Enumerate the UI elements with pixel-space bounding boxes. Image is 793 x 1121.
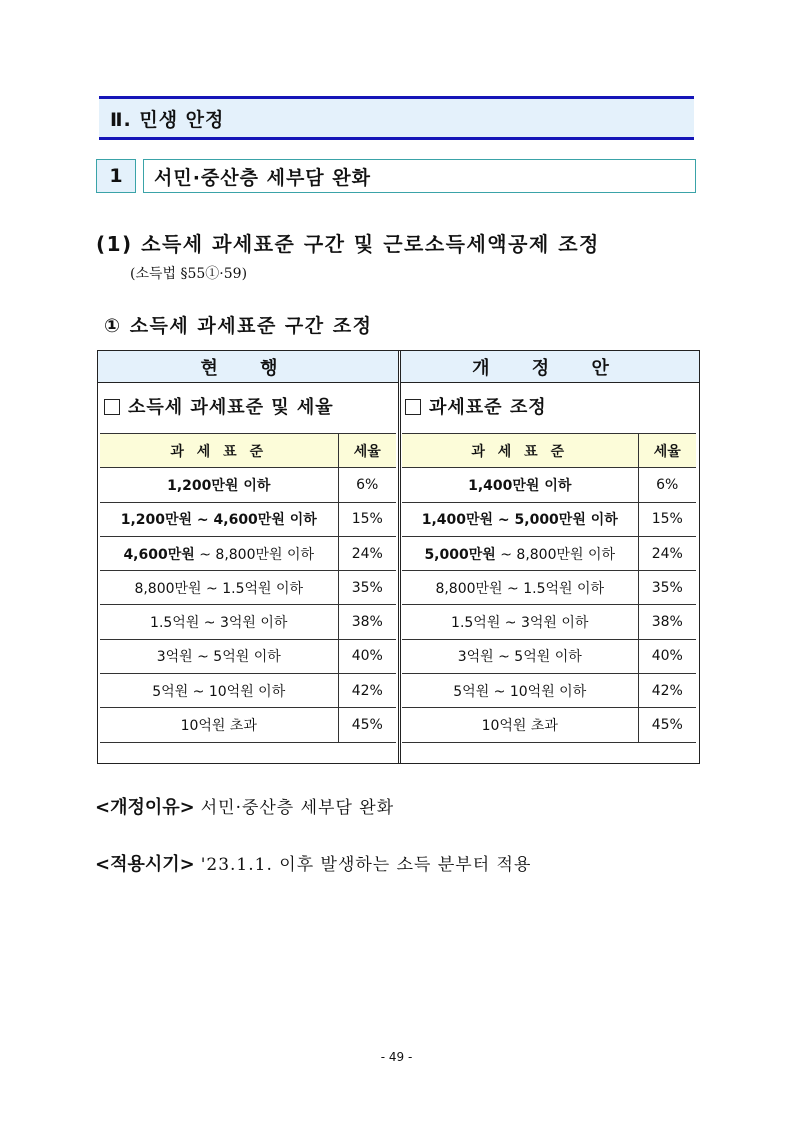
- table-row: [402, 605, 696, 639]
- item-title: (1) 소득세 과세표준 구간 및 근로소득세액공제 조정: [96, 232, 600, 256]
- bracket-bold-part: 5,000만원: [424, 546, 496, 563]
- sub-title: ① 소득세 과세표준 구간 조정: [104, 315, 373, 337]
- reason-text: 서민·중산층 세부담 완화: [200, 798, 395, 818]
- rate-cell: 40%: [638, 639, 696, 673]
- table-row: [100, 468, 396, 502]
- bracket-bold-part: 4,600만원: [123, 546, 195, 563]
- rate-cell: 35%: [638, 571, 696, 605]
- table-row: [402, 639, 696, 673]
- rate-cell: 15%: [338, 502, 396, 536]
- rate-column-header: 세율: [338, 434, 396, 468]
- bracket-cell: 10억원 초과: [100, 708, 338, 742]
- table-row: [402, 502, 696, 536]
- bracket-cell: 10억원 초과: [402, 708, 638, 742]
- bracket-cell: 5억원 ~ 10억원 이하: [402, 674, 638, 708]
- table-row: [100, 674, 396, 708]
- table-row: [402, 571, 696, 605]
- table-row: [100, 708, 396, 742]
- section-number: 1: [96, 159, 136, 193]
- bracket-cell: [100, 536, 338, 570]
- proposed-caption: [405, 393, 547, 419]
- bracket-column-header: 과 세 표 준: [402, 434, 638, 468]
- table-row: [100, 502, 396, 536]
- table-row: [402, 536, 696, 570]
- rate-cell: 15%: [638, 502, 696, 536]
- bracket-cell: 1,400만원 ~ 5,000만원 이하: [402, 502, 638, 536]
- current-caption-text: 소득세 과세표준 및 세율: [128, 397, 334, 418]
- amendment-reason: [95, 793, 394, 819]
- bracket-cell: 8,800만원 ~ 1.5억원 이하: [100, 571, 338, 605]
- table-row: [402, 674, 696, 708]
- rate-cell: 24%: [338, 536, 396, 570]
- rate-cell: 38%: [638, 605, 696, 639]
- bracket-cell: 1,200만원 이하: [100, 468, 338, 502]
- comparison-box: [97, 350, 700, 764]
- page-number: - 49 -: [380, 1050, 413, 1064]
- bracket-cell: 8,800만원 ~ 1.5억원 이하: [402, 571, 638, 605]
- rate-cell: 40%: [338, 639, 396, 673]
- current-caption: [104, 393, 334, 419]
- rate-cell: 35%: [338, 571, 396, 605]
- bracket-cell: 3억원 ~ 5억원 이하: [402, 639, 638, 673]
- effective-label: <적용시기>: [95, 854, 195, 875]
- proposed-rate-table: [402, 433, 696, 743]
- rate-cell: 24%: [638, 536, 696, 570]
- chapter-title: Ⅱ. 민생 안정: [99, 96, 694, 140]
- table-header-row: [100, 434, 396, 468]
- bracket-cell: 1.5억원 ~ 3억원 이하: [402, 605, 638, 639]
- column-divider: [398, 351, 401, 763]
- proposed-caption-text: 과세표준 조정: [429, 397, 547, 418]
- table-row: [100, 536, 396, 570]
- table-row: [402, 708, 696, 742]
- rate-cell: 45%: [638, 708, 696, 742]
- table-header-row: [402, 434, 696, 468]
- rate-cell: 38%: [338, 605, 396, 639]
- reason-label: <개정이유>: [95, 797, 195, 818]
- law-reference: (소득법 §55①·59): [130, 266, 248, 282]
- rate-cell: 42%: [638, 674, 696, 708]
- rate-cell: 42%: [338, 674, 396, 708]
- table-row: [402, 468, 696, 502]
- checkbox-square-icon: [405, 399, 421, 415]
- rate-cell: 6%: [638, 468, 696, 502]
- bracket-cell: 1,400만원 이하: [402, 468, 638, 502]
- bracket-column-header: 과 세 표 준: [100, 434, 338, 468]
- current-rate-table: [100, 433, 396, 743]
- bracket-cell: [402, 536, 638, 570]
- section-title: 서민·중산층 세부담 완화: [143, 159, 696, 193]
- bracket-cell: 1,200만원 ~ 4,600만원 이하: [100, 502, 338, 536]
- checkbox-square-icon: [104, 399, 120, 415]
- bracket-rest-part: ~ 8,800만원 이하: [194, 546, 315, 563]
- bracket-cell: 3억원 ~ 5억원 이하: [100, 639, 338, 673]
- bracket-rest-part: ~ 8,800만원 이하: [495, 546, 616, 563]
- table-row: [100, 639, 396, 673]
- table-row: [100, 605, 396, 639]
- proposed-header: 개 정 안: [400, 351, 699, 383]
- rate-column-header: 세율: [638, 434, 696, 468]
- bracket-cell: 5억원 ~ 10억원 이하: [100, 674, 338, 708]
- effective-text: '23.1.1. 이후 발생하는 소득 분부터 적용: [200, 855, 532, 875]
- current-header: 현 행: [98, 351, 398, 383]
- bracket-cell: 1.5억원 ~ 3억원 이하: [100, 605, 338, 639]
- rate-cell: 45%: [338, 708, 396, 742]
- table-row: [100, 571, 396, 605]
- effective-date: [95, 850, 531, 876]
- rate-cell: 6%: [338, 468, 396, 502]
